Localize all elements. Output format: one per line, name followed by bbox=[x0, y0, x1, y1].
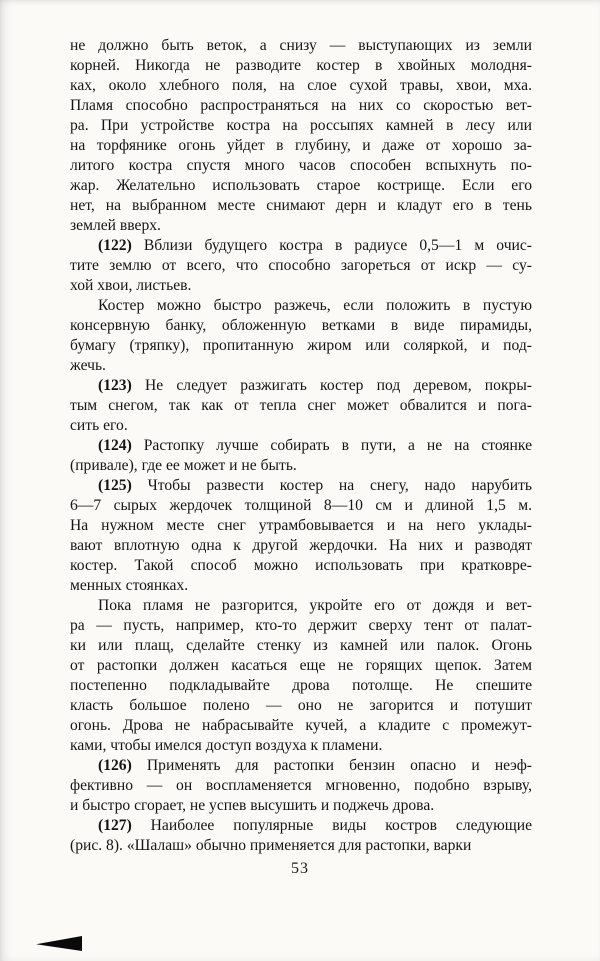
text-line: класть большое полено — оно не загорится и потушит bbox=[70, 697, 532, 714]
text-line: (125) Чтобы развести костер на снегу, надо нарубить bbox=[98, 477, 532, 494]
corner-print-mark-icon bbox=[36, 936, 82, 951]
text-line: (124) Растопку лучше собирать в пути, а не на стоянке bbox=[98, 437, 532, 454]
item-number: (122) bbox=[98, 237, 132, 254]
text-line: (127) Наиболее популярные виды костров следующие bbox=[98, 817, 532, 834]
text-line: не должно быть веток, а снизу — выступающих из земли bbox=[70, 37, 532, 54]
text-line: консервную банку, обложенную ветками в виде пирамиды, bbox=[70, 317, 532, 334]
paragraph bbox=[70, 236, 532, 296]
text-line: ра — пусть, например, кто-то держит сверху тент от палат- bbox=[70, 617, 532, 634]
text-line: и быстро сгорает, не успев высушить и поджечь дрова. bbox=[70, 797, 435, 814]
text-line: фективно — он воспламеняется мгновенно, подобно взрыву, bbox=[70, 777, 532, 794]
text-line: жечь. bbox=[70, 357, 106, 374]
paragraph bbox=[70, 36, 532, 236]
text-line: тым снегом, так как от тепла снег может обвалится и пога- bbox=[70, 397, 532, 414]
text-line: ра. При устройстве костра на россыпях камней в лесу или bbox=[70, 117, 532, 134]
page-number: 53 bbox=[291, 860, 309, 877]
paragraph bbox=[70, 816, 532, 856]
item-number: (126) bbox=[98, 757, 132, 774]
text-line: ках, около хлебного поля, на слое сухой травы, хвои, мха. bbox=[70, 77, 532, 94]
text-line: ки или плащ, сделайте стенку из камней или палок. Огонь bbox=[70, 637, 532, 654]
text-line: (привале), где ее может и не быть. bbox=[70, 457, 297, 474]
paragraph bbox=[70, 596, 532, 756]
text-line: (рис. 8). «Шалаш» обычно применяется для растопки, варки bbox=[70, 837, 472, 854]
text-line: на торфянике огонь уйдет в глубину, и даже от хорошо за- bbox=[70, 137, 532, 154]
text-line: 6—7 сырых жердочек толщиной 8—10 см и длиной 1,5 м. bbox=[70, 497, 532, 514]
text-line: постепенно подкладывайте дрова потолще. Не спешите bbox=[70, 677, 532, 694]
text-line: землей вверх. bbox=[70, 217, 161, 234]
text-line: (122) Вблизи будущего костра в радиусе 0,5—1 м очис- bbox=[98, 237, 532, 254]
item-number: (127) bbox=[98, 817, 132, 834]
text-line: хой хвои, листьев. bbox=[70, 277, 192, 294]
text-line: Пламя способно распространяться на них со скоростью вет- bbox=[70, 97, 532, 114]
text-line: бумагу (тряпку), пропитанную жиром или соляркой, и под- bbox=[70, 337, 532, 354]
text-line: (126) Применять для растопки бензин опасно и неэф- bbox=[98, 757, 532, 774]
paragraph bbox=[70, 756, 532, 816]
paragraph bbox=[70, 376, 532, 436]
text-line: тите землю от всего, что способно загореться от искр — су- bbox=[70, 257, 532, 274]
text-line: менных стоянках. bbox=[70, 577, 189, 594]
paragraph bbox=[70, 436, 532, 476]
paragraph bbox=[70, 476, 532, 596]
item-number: (124) bbox=[98, 437, 132, 454]
text-line: от растопки должен касаться еще не горящих щепок. Затем bbox=[70, 657, 532, 674]
text-line: (123) Не следует разжигать костер под деревом, покры- bbox=[98, 377, 532, 394]
text-line: ками, чтобы имелся доступ воздуха к пламени. bbox=[70, 737, 383, 754]
text-line: Костер можно быстро разжечь, если положить в пустую bbox=[98, 297, 532, 314]
item-number: (123) bbox=[98, 377, 132, 394]
text-line: Пока пламя не разгорится, укройте его от дождя и вет- bbox=[98, 597, 532, 614]
text-line: огонь. Дрова не набрасывайте кучей, а кладите с промежут- bbox=[70, 717, 532, 734]
text-line: костер. Такой способ можно использовать при кратковре- bbox=[70, 557, 532, 574]
text-line: На нужном месте снег утрамбовывается и на него уклады- bbox=[70, 517, 532, 534]
item-number: (125) bbox=[98, 477, 132, 494]
text-line: корней. Никогда не разводите костер в хвойных молодня- bbox=[70, 57, 532, 74]
text-line: сить его. bbox=[70, 417, 128, 434]
paragraph bbox=[70, 296, 532, 376]
text-line: жар. Желательно использовать старое кострище. Если его bbox=[70, 177, 532, 194]
text-line: нет, на выбранном месте снимают дерн и кладут его в тень bbox=[70, 197, 532, 214]
page-text bbox=[70, 36, 532, 856]
text-line: литого костра спустя много часов способен вспыхнуть по- bbox=[70, 157, 532, 174]
text-line: вают вплотную одна к другой жердочки. На них и разводят bbox=[70, 537, 532, 554]
